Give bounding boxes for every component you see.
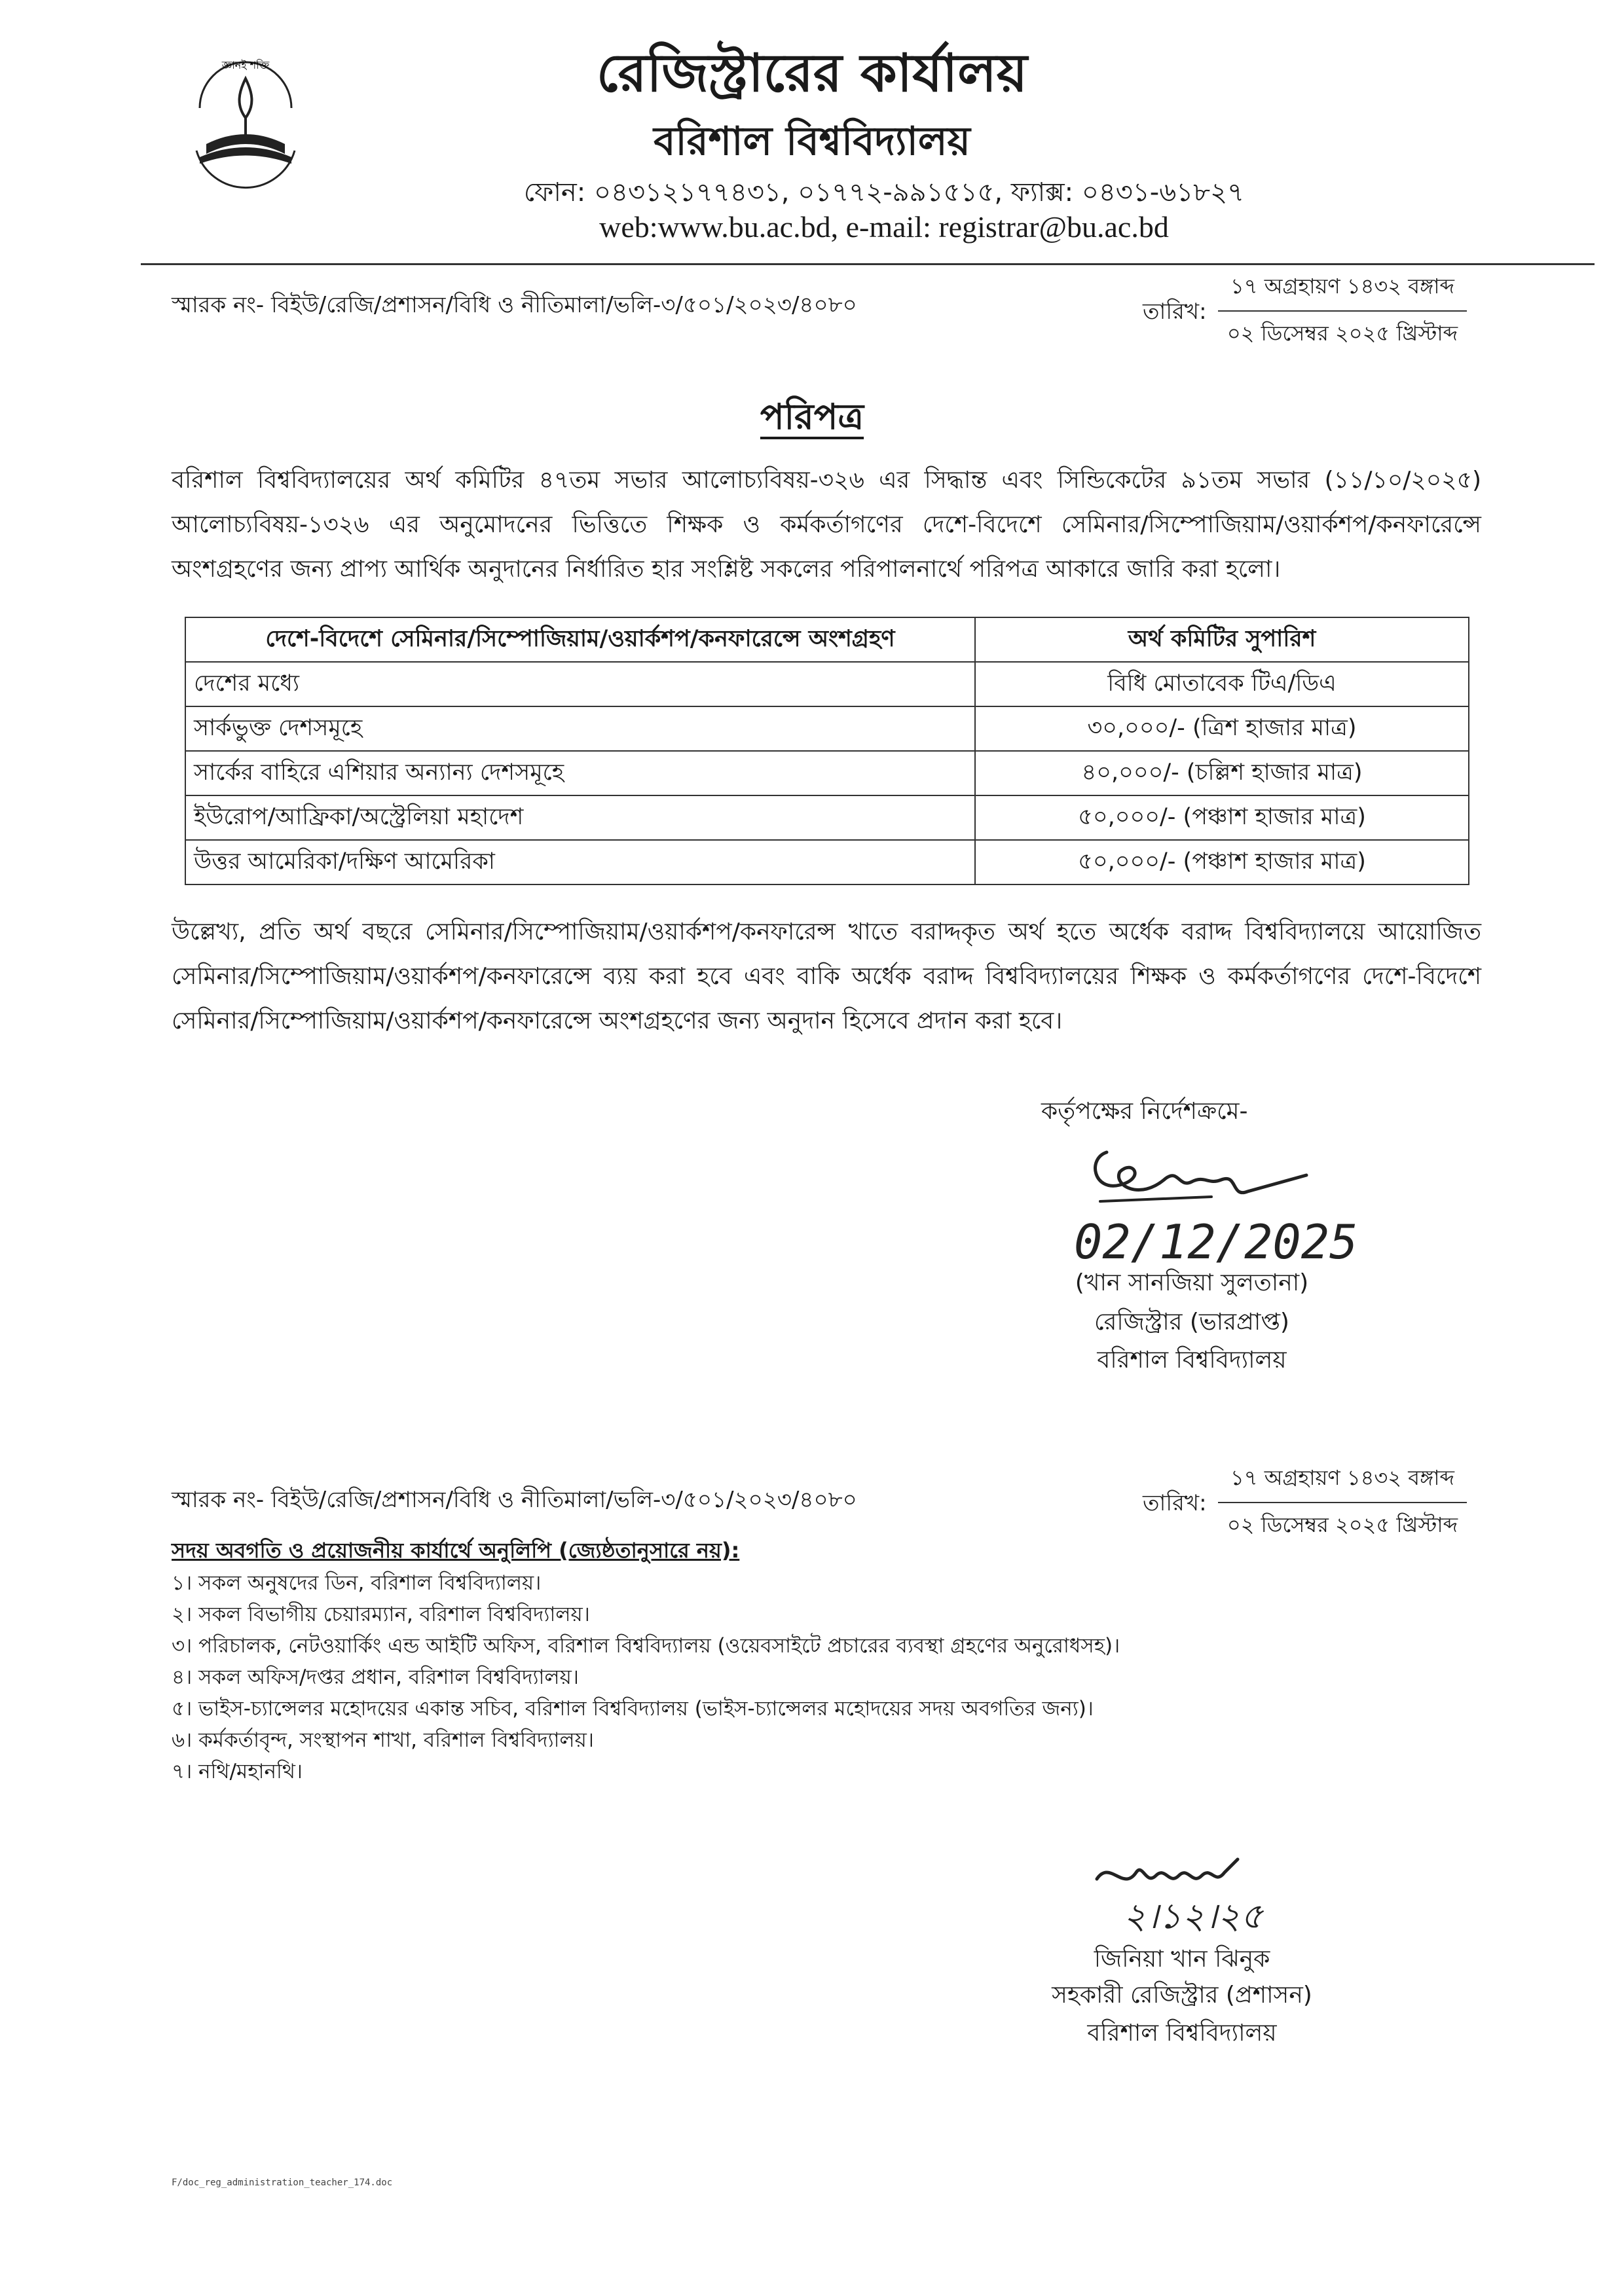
table-row <box>185 662 1469 706</box>
list-item: ৭। নথি/মহানথি। <box>172 1760 303 1783</box>
date-bangla: ১৭ অগ্রহায়ণ ১৪৩২ বঙ্গাব্দ <box>1218 270 1467 312</box>
authority-line: কর্তৃপক্ষের নির্দেশক্রমে- <box>1041 1098 1248 1125</box>
assistant-registrar-role: সহকারী রেজিস্ট্রার (প্রশাসন) <box>1052 1982 1312 2009</box>
date-gregorian: ০২ ডিসেম্বর ২০২৫ খ্রিস্টাব্দ <box>1227 321 1458 346</box>
assistant-registrar-signature <box>1084 1853 1280 1947</box>
memo-reference-copy: স্মারক নং- বিইউ/রেজি/প্রশাসন/বিধি ও নীতিমালা/ভলি-৩/৫০১/২০২৩/৪০৮০ <box>172 1487 857 1513</box>
list-item: ৩। পরিচালক, নেটওয়ার্কিং এন্ড আইটি অফিস, বরিশাল বিশ্ববিদ্যালয় (ওয়েবসাইটে প্রচারের ব্যবস্থা গ্রহণের অনুরোধসহ)। <box>172 1634 1120 1658</box>
date-bangla-copy: ১৭ অগ্রহায়ণ ১৪৩২ বঙ্গাব্দ <box>1218 1461 1467 1503</box>
list-item: ৪। সকল অফিস/দপ্তর প্রধান, বরিশাল বিশ্ববিদ্যালয়। <box>172 1666 579 1689</box>
logo-motto: জ্ঞানই শক্তি <box>221 59 270 71</box>
memo-reference: স্মারক নং- বিইউ/রেজি/প্রশাসন/বিধি ও নীতিমালা/ভলি-৩/৫০১/২০২৩/৪০৮০ <box>172 292 857 318</box>
note-paragraph: উল্লেখ্য, প্রতি অর্থ বছরে সেমিনার/সিম্পোজিয়াম/ওয়ার্কশপ/কনফারেন্স খাতে বরাদ্দকৃত অর্থ হতে অর্ধেক বরাদ্দ বিশ্ববিদ্যালয়ে আয়োজিত সেমিনার/সিম্পোজিয়াম/ওয়ার্কশপ/কনফারেন্সে ব্যয় করা হবে এবং বাকি অর্ধেক বরাদ্দ বিশ্ববিদ্যালয়ের শিক্ষক ও কর্মকর্তাগণের দেশে-বিদেশে সেমিনার/সিম্পোজিয়াম/ওয়ার্কশপ/কনফারেন্সে অংশগ্রহণের জন্য অনুদান হিসেবে প্রদান করা হবে। <box>172 919 1481 1034</box>
intro-paragraph: বরিশাল বিশ্ববিদ্যালয়ের অর্থ কমিটির ৪৭তম সভার আলোচ্যবিষয়-৩২৬ এর সিদ্ধান্ত এবং সিন্ডিকেটের ৯১তম সভার (১১/১০/২০২৫) আলোচ্যবিষয়-১৩২৬ এর অনুমোদনের ভিত্তিতে শিক্ষক ও কর্মকর্তাগণের দেশে-বিদেশে সেমিনার/সিম্পোজিয়াম/ওয়ার্কশপ/কনফারেন্সে অংশগ্রহণের জন্য প্রাপ্য আর্থিক অনুদানের নির্ধারিত হার সংশ্লিষ্ট সকলের পরিপালনার্থে পরিপত্র আকারে জারি করা হলো। <box>172 467 1481 583</box>
table-cell-amount: ৩০,০০০/- (ত্রিশ হাজার মাত্র) <box>975 706 1469 751</box>
signature-date: 02/12/2025 <box>1074 1214 1358 1269</box>
contact-phone: ফোন: ০৪৩১২১৭৭৪৩১, ০১৭৭২-৯৯১৫১৫, ফ্যাক্স: ০৪৩১-৬১৮২৭ <box>523 177 1245 208</box>
assistant-signature-date: ২।১২।২৫ <box>1123 1895 1264 1937</box>
assistant-registrar-name: জিনিয়া খান ঝিনুক <box>1094 1946 1270 1973</box>
contact-web: web:www.bu.ac.bd, e-mail: registrar@bu.ac.bd <box>599 210 1169 244</box>
copy-list <box>172 1567 1120 1787</box>
table-cell-category: দেশের মধ্যে <box>185 662 975 706</box>
table-row <box>185 795 1469 840</box>
registrar-signature <box>1080 1139 1329 1220</box>
table-cell-amount: ৫০,০০০/- (পঞ্চাশ হাজার মাত্র) <box>975 795 1469 840</box>
table-cell-amount: ৪০,০০০/- (চল্লিশ হাজার মাত্র) <box>975 751 1469 795</box>
registrar-name: (খান সানজিয়া সুলতানা) <box>1075 1269 1309 1296</box>
university-name: বরিশাল বিশ্ববিদ্যালয় <box>654 118 970 164</box>
registrar-org: বরিশাল বিশ্ববিদ্যালয় <box>1097 1347 1287 1374</box>
table-cell-category: উত্তর আমেরিকা/দক্ষিণ আমেরিকা <box>185 840 975 884</box>
table-header-row <box>185 617 1469 662</box>
date-label-copy: তারিখ: <box>1143 1490 1207 1516</box>
table-cell-category: সার্কভুক্ত দেশসমূহে <box>185 706 975 751</box>
table-cell-category: ইউরোপ/আফ্রিকা/অস্ট্রেলিয়া মহাদেশ <box>185 795 975 840</box>
grant-rate-table <box>185 617 1469 885</box>
list-item: ২। সকল বিভাগীয় চেয়ারম্যান, বরিশাল বিশ্ববিদ্যালয়। <box>172 1603 590 1626</box>
table-cell-amount: বিধি মোতাবেক টিএ/ডিএ <box>975 662 1469 706</box>
table-row <box>185 706 1469 751</box>
list-item: ৫। ভাইস-চ্যান্সেলর মহোদয়ের একান্ত সচিব, বরিশাল বিশ্ববিদ্যালয় (ভাইস-চ্যান্সেলর মহোদয়ের সদয় অবগতির জন্য)। <box>172 1697 1094 1721</box>
copy-list-heading: সদয় অবগতি ও প্রয়োজনীয় কার্যার্থে অনুলিপি (জ্যেষ্ঠতানুসারে নয়): <box>172 1538 740 1563</box>
list-item: ৬। কর্মকর্তাবৃন্দ, সংস্থাপন শাখা, বরিশাল বিশ্ববিদ্যালয়। <box>172 1728 594 1752</box>
office-title: রেজিস্ট্রারের কার্যালয় <box>597 43 1027 103</box>
file-path-footer: F/doc_reg_administration_teacher_174.doc <box>172 2178 393 2188</box>
table-header-recommendation: অর্থ কমিটির সুপারিশ <box>975 617 1469 662</box>
date-box-copy <box>1218 1461 1467 1544</box>
header-divider <box>141 263 1595 265</box>
date-gregorian-copy: ০২ ডিসেম্বর ২০২৫ খ্রিস্টাব্দ <box>1227 1512 1458 1537</box>
date-label: তারিখ: <box>1143 299 1207 325</box>
table-header-participation: দেশে-বিদেশে সেমিনার/সিম্পোজিয়াম/ওয়ার্কশপ/কনফারেন্সে অংশগ্রহণ <box>185 617 975 662</box>
circular-heading: পরিপত্র <box>760 396 864 437</box>
list-item: ১। সকল অনুষদের ডিন, বরিশাল বিশ্ববিদ্যালয়। <box>172 1571 542 1595</box>
table-cell-category: সার্কের বাহিরে এশিয়ার অন্যান্য দেশসমূহে <box>185 751 975 795</box>
date-box <box>1218 270 1467 352</box>
table-cell-amount: ৫০,০০০/- (পঞ্চাশ হাজার মাত্র) <box>975 840 1469 884</box>
registrar-role: রেজিস্ট্রার (ভারপ্রাপ্ত) <box>1094 1309 1289 1336</box>
assistant-registrar-org: বরিশাল বিশ্ববিদ্যালয় <box>1087 2020 1277 2047</box>
table-row <box>185 751 1469 795</box>
table-row <box>185 840 1469 884</box>
